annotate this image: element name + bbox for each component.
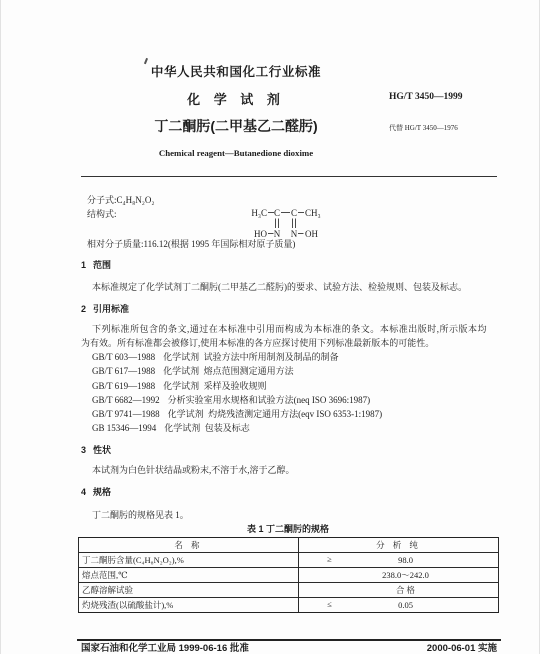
reference-code: GB 15346—1994 xyxy=(92,423,157,433)
row-name: 灼烧残渣(以硫酸盐计),% xyxy=(79,598,299,613)
reference-item xyxy=(92,351,339,363)
standard-category: 中华人民共和国化工行业标准 xyxy=(150,65,322,79)
column-header-name: 名 称 xyxy=(79,538,299,553)
table-caption: 表 1 丁二酮肟的规格 xyxy=(246,524,329,534)
molecular-formula-label: 分子式: xyxy=(87,195,117,205)
english-title: Chemical reagent—Butanedione dioxime xyxy=(158,148,314,158)
section-number: 4 xyxy=(81,487,87,497)
row-value: 合 格 xyxy=(395,584,416,595)
row-name: 乙醇溶解试验 xyxy=(79,583,299,598)
atom-carbon-2: C xyxy=(290,208,298,218)
atom-hydroxyl-right: OH xyxy=(305,229,318,239)
atom-hydroxyl-left: HO xyxy=(254,229,267,239)
reference-code: GB/T 617—1988 xyxy=(92,366,156,376)
table-row xyxy=(79,583,499,598)
section-number: 1 xyxy=(81,260,87,270)
title-line-1: 化 学 试 剂 xyxy=(187,92,285,107)
specification-table xyxy=(78,537,498,613)
reference-item xyxy=(92,380,267,392)
reference-code: GB/T 6682—1992 xyxy=(92,395,160,405)
section-heading-references xyxy=(81,303,129,315)
molar-mass: 相对分子质量:116.12(根据 1995 年国际相对原子质量) xyxy=(87,239,296,249)
references-intro-line-1: 下列标准所包含的条文,通过在本标准中引用而构成为本标准的条文。本标准出版时,所示版本均 xyxy=(92,324,488,334)
table-row xyxy=(79,553,499,568)
column-header-grade: 分 析 纯 xyxy=(299,538,499,553)
row-name: 丁二酮肟含量(C₄H₈N₂O₂),% xyxy=(79,553,299,568)
row-value: 0.05 xyxy=(398,599,413,610)
reference-title: 化学试剂 包装及标志 xyxy=(164,423,250,433)
reference-title: 化学试剂 试验方法中所用制剂及制品的制备 xyxy=(163,352,339,362)
atom-carbon-1: C xyxy=(273,208,281,218)
footer-divider xyxy=(77,639,501,641)
table-header-row xyxy=(79,538,499,553)
reference-title: 分析实验室用水规格和试验方法(neq ISO 3696:1987) xyxy=(167,395,371,405)
reference-title: 化学试剂 灼烧残渣测定通用方法(eqv ISO 6353-1:1987) xyxy=(167,409,383,419)
atom-methyl-right: CH₃ xyxy=(305,208,321,218)
reference-item xyxy=(92,394,370,406)
table-row xyxy=(79,598,499,613)
section-number: 3 xyxy=(81,445,87,455)
section-heading-scope xyxy=(81,259,111,271)
atom-methyl-left: H₃C xyxy=(251,208,267,218)
row-value: 238.0～242.0 xyxy=(382,569,429,580)
reference-item xyxy=(92,422,250,434)
approval-note: 国家石油和化学工业局 1999-06-16 批准 xyxy=(81,643,249,654)
section-heading-specifications xyxy=(81,486,111,498)
section-text-properties: 本试剂为白色针状结晶或粉末,不溶于水,溶于乙醇。 xyxy=(92,465,295,475)
atom-nitrogen-1: N xyxy=(273,229,281,239)
title-line-2: 丁二酮肟(二甲基乙二醛肟) xyxy=(154,118,318,134)
reference-title: 化学试剂 采样及验收规则 xyxy=(163,381,267,391)
reference-code: GB/T 9741—1988 xyxy=(92,409,160,419)
section-title: 规格 xyxy=(93,487,112,497)
row-value-cell xyxy=(299,568,499,583)
section-title: 范围 xyxy=(93,260,112,270)
header-divider xyxy=(81,176,497,177)
section-text-scope: 本标准规定了化学试剂丁二酮肟(二甲基乙二醛肟)的要求、试验方法、检验规则、包装及标志。 xyxy=(92,282,467,292)
reference-item xyxy=(92,365,294,377)
atom-nitrogen-2: N xyxy=(290,229,298,239)
row-name: 熔点范围,℃ xyxy=(79,568,299,583)
reference-code: GB/T 603—1988 xyxy=(92,352,156,362)
row-value: 98.0 xyxy=(398,554,413,565)
section-heading-properties xyxy=(81,444,111,456)
scan-mark xyxy=(144,58,148,64)
row-value-cell xyxy=(299,553,499,568)
reference-item xyxy=(92,408,382,420)
standard-code: HG/T 3450—1999 xyxy=(389,92,463,102)
table-row xyxy=(79,568,499,583)
replaces-note: 代替 HG/T 3450—1976 xyxy=(389,124,458,132)
structural-formula-diagram xyxy=(245,203,329,241)
structural-formula-label: 结构式: xyxy=(87,209,117,219)
row-value-cell xyxy=(299,583,499,598)
reference-title: 化学试剂 熔点范围测定通用方法 xyxy=(163,366,294,376)
row-operator: ≥ xyxy=(327,554,332,564)
section-title: 性状 xyxy=(93,445,112,455)
molecular-formula xyxy=(87,194,155,206)
section-text-specifications: 丁二酮肟的规格见表 1。 xyxy=(92,510,189,520)
references-intro-line-2: 为有效。所有标准都会被修订,使用本标准的各方应探讨使用下列标准最新版本的可能性。 xyxy=(81,338,435,348)
row-operator: ≤ xyxy=(327,599,332,609)
reference-code: GB/T 619—1988 xyxy=(92,381,156,391)
molecular-formula-value: C₄H₈N₂O₂ xyxy=(116,195,155,205)
section-number: 2 xyxy=(81,304,87,314)
implementation-note: 2000-06-01 实施 xyxy=(426,643,497,654)
section-title: 引用标准 xyxy=(93,304,130,314)
row-value-cell xyxy=(299,598,499,613)
